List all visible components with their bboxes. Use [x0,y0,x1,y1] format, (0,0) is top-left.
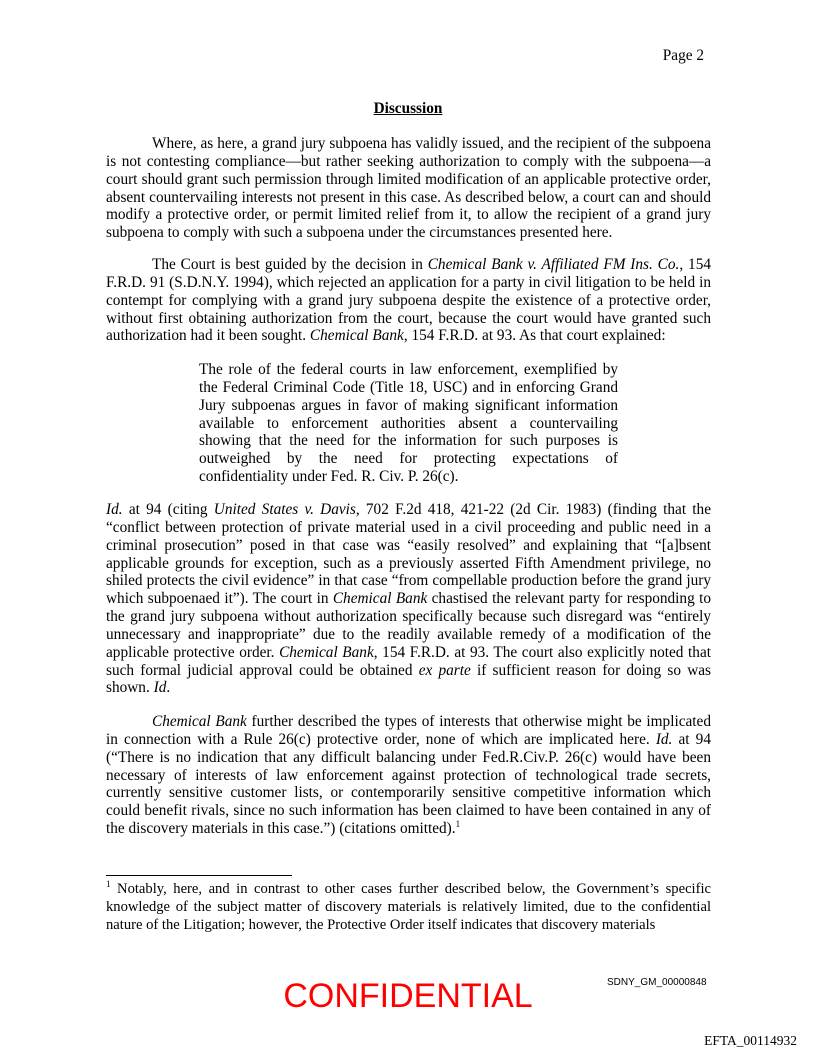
block-quote [199,361,618,486]
efta-number: EFTA_00114932 [704,1033,797,1048]
page-number: Page 2 [662,47,704,64]
text-run: The Court is best guided by the decision in [152,256,428,273]
footnote-text: Notably, here, and in contrast to other cases further described below, the Government’s specific knowledge of the subject matter of discovery materials is relatively limited, due to the confidential nature of the Litigation; however, the Protective Order itself indicates that discovery materials [106,881,711,933]
confidential-stamp: CONFIDENTIAL [283,977,533,1015]
section-heading: Discussion [373,100,443,117]
text-run: further described the types of interests that otherwise might be implicated in connection with a Rule 26(c) protective order, none of which are implicated here. [106,713,711,748]
italic-citation: Chemical Bank [152,713,247,730]
italic-citation: Chemical Bank [309,327,404,345]
paragraph-1 [106,135,711,242]
footnote-number: 1 [106,879,111,889]
text-run: if sufficient reason for doing so was shown. [106,661,711,697]
bates-number: SDNY_GM_00000848 [607,977,707,988]
paragraph-3 [106,501,711,697]
italic-citation: Chemical Bank v. Affiliated FM Ins. Co. [427,256,680,273]
paragraph-2 [106,256,711,345]
text-run: at 94 (“There is no indication that any difficult balancing under Fed.R.Civ.P. 26(c) would have been necessary of interests of law enforcement against protection of technological trade secrets, currently sensitive customer lists, or contemporarily sensitive competitive information which could benefit rivals, since no such information has been claimed to have been contained in any of the discovery materials in this case.”) (citations omitted). [106,730,711,838]
footnote-ref: 1 [455,819,461,830]
italic-citation: United States v. Davis [213,501,356,518]
italic-citation: Id. [106,501,123,518]
text-run: , 154 F.R.D. at 93. The court also explicitly noted that such formal judicial approval could be obtained [106,643,711,679]
footnote-divider [106,875,292,876]
text-run: . [166,679,171,697]
italic-citation: Chemical Bank [332,590,428,608]
paragraph-4 [106,713,711,838]
text-run: at 94 (citing [122,501,214,518]
text-run: Where, as here, a grand jury subpoena has validly issued, and the recipient of the subpoena is not contesting compliance—but rather seeking authorization to comply with the subpoena—a court should grant such permission through limited modification of an applicable protective order, absent countervailing interests not present in this case. As described below, a court can and should modify a protective order, or permit limited relief from it, to allow the recipient of a grand jury subpoena to comply with such a subpoena under the circumstances presented here. [106,135,711,242]
italic-citation: ex parte [418,661,471,679]
footnote [106,880,711,934]
text-run: chastised the relevant party for responding to the grand jury subpoena without authorization specifically because such disregard was “entirely unnecessary and inappropriate” due to the readily available remedy of a modification of the applicable protective order. [106,590,711,661]
text-run: The role of the federal courts in law enforcement, exemplified by the Federal Criminal Code (Title 18, USC) and in enforcing Grand Jury subpoenas argues in favor of making significant information available to enforcement authorities absent a countervailing showing that the need for the information for such purposes is outweighed by the need for protecting expectations of confidentiality under Fed. R. Civ. P. 26(c). [199,361,618,486]
italic-citation: Id. [655,730,673,748]
text-run: , 154 F.R.D. at 93. As that court explained: [403,327,666,345]
italic-citation: Chemical Bank [279,643,374,661]
text-run: , 702 F.2d 418, 421-22 (2d Cir. 1983) (finding that the “conflict between protection of private material used in a civil proceeding and public need in a criminal prosecution” posed in that case was “easily resolved” and explaining that “[a]bsent applicable grounds for exception, such as a previously asserted Fifth Amendment privilege, no shiled protects the civil evidence” in that case “from compellable production before the grand jury which subpoenaed it”). The court in [106,501,711,608]
text-run: , 154 F.R.D. 91 (S.D.N.Y. 1994), which rejected an application for a party in civil litigation to be held in contempt for complying with a grand jury subpoena despite the existence of a protective order, without first obtaining authorization from the court, because the court would have granted such authorization had it been sought. [106,256,711,345]
italic-citation: Id [153,679,167,697]
